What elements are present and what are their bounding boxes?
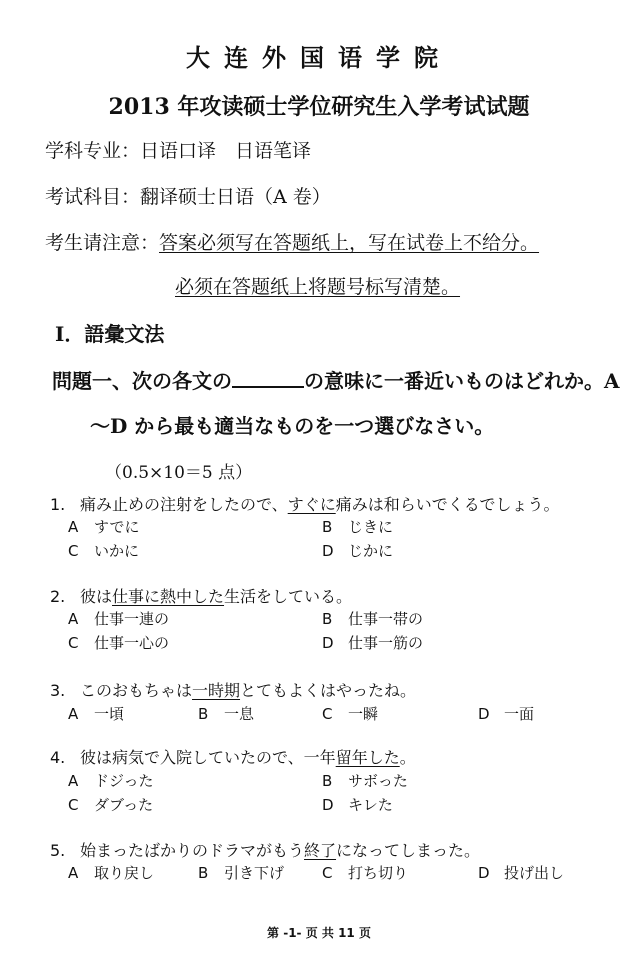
- question-target: 終了: [304, 841, 337, 860]
- option-key: B: [198, 705, 209, 723]
- major-line: [45, 136, 311, 163]
- option-1a: [68, 516, 139, 537]
- question-target: 仕事に熱中した: [112, 587, 225, 606]
- option-text: 仕事一連の: [94, 610, 170, 628]
- option-3a: [68, 703, 124, 724]
- option-text: ダブった: [94, 796, 154, 814]
- exam-title: 2013 年攻读硕士学位研究生入学考试试题: [108, 94, 530, 120]
- option-key: B: [322, 772, 333, 790]
- option-text: 仕事一心の: [94, 634, 170, 652]
- question-target: 一時期: [192, 681, 241, 700]
- option-key: D: [322, 796, 334, 814]
- option-text: ドジった: [94, 772, 154, 790]
- option-4c: [68, 794, 153, 815]
- question-4: [50, 745, 416, 768]
- option-key: D: [478, 864, 490, 882]
- question-text-pre: 痛み止めの注射をしたので、: [80, 495, 288, 514]
- option-text: キレた: [348, 796, 393, 814]
- option-key: C: [322, 705, 333, 723]
- option-1c: [68, 540, 139, 561]
- question-3: [50, 678, 416, 701]
- option-text: 一息: [224, 705, 255, 723]
- option-text: 投げ出し: [504, 864, 565, 882]
- instruction-blank: [232, 368, 304, 388]
- option-4b: [322, 770, 408, 791]
- instruction-pre: 問題一、次の各文の: [52, 369, 232, 393]
- option-key: D: [322, 634, 334, 652]
- page-footer: 第 -1- 页 共 11 页: [267, 926, 371, 940]
- option-key: D: [322, 542, 334, 560]
- question-text-post: 。: [399, 748, 416, 767]
- option-key: A: [68, 705, 79, 723]
- option-text: 仕事一筋の: [348, 634, 424, 652]
- option-key: A: [68, 518, 79, 536]
- notice-text-1: 答案必须写在答题纸上，写在试卷上不给分。: [159, 232, 540, 254]
- option-text: 一頃: [94, 705, 125, 723]
- problem-instruction-line-1: [52, 365, 620, 394]
- option-1d: [322, 540, 393, 561]
- option-key: B: [322, 610, 333, 628]
- question-1: [50, 492, 560, 515]
- option-5c: [322, 862, 408, 883]
- question-text-post: 痛みは和らいでくるでしょう。: [335, 495, 560, 514]
- problem-instruction-line-2: ～D から最も適当なものを一つ選びなさい。: [90, 414, 495, 438]
- notice-label: 考生请注意：: [45, 232, 160, 254]
- option-2b: [322, 608, 423, 629]
- option-text: 一瞬: [348, 705, 379, 723]
- option-1b: [322, 516, 393, 537]
- notice-line: [45, 228, 539, 255]
- question-target: すぐに: [287, 495, 336, 514]
- option-text: 仕事一帯の: [348, 610, 424, 628]
- option-4d: [322, 794, 393, 815]
- option-text: 取り戻し: [94, 864, 155, 882]
- option-key: C: [68, 542, 79, 560]
- question-2: [50, 584, 352, 607]
- option-key: D: [478, 705, 490, 723]
- option-key: C: [68, 796, 79, 814]
- option-5d: [478, 862, 564, 883]
- question-5: [50, 838, 480, 861]
- question-text-pre: 彼は: [80, 587, 113, 606]
- question-text-post: になってしまった。: [336, 841, 481, 860]
- option-3d: [478, 703, 534, 724]
- instruction-post: の意味に一番近いものはどれか。A: [304, 369, 620, 393]
- question-number: 4.: [50, 748, 66, 767]
- option-2c: [68, 632, 169, 653]
- question-text-post: とてもよくはやったね。: [240, 681, 417, 700]
- question-text-pre: 彼は病気で入院していたので、一年: [80, 748, 336, 767]
- option-5a: [68, 862, 154, 883]
- school-name: 大连外国语学院: [186, 43, 452, 72]
- major-value: 日语口译 日语笔译: [140, 140, 312, 162]
- question-target: 留年した: [335, 748, 400, 767]
- subject-line: [45, 182, 331, 209]
- option-4a: [68, 770, 154, 791]
- option-key: A: [68, 864, 79, 882]
- option-text: すでに: [94, 518, 140, 536]
- question-number: 1.: [50, 495, 66, 514]
- question-number: 2.: [50, 587, 66, 606]
- option-text: じかに: [348, 542, 394, 560]
- subject-value: 翻译硕士日语（A 卷）: [140, 186, 331, 208]
- question-number: 3.: [50, 681, 66, 700]
- option-key: B: [322, 518, 333, 536]
- question-text-pre: 始まったばかりのドラマがもう: [80, 841, 305, 860]
- option-text: じきに: [348, 518, 394, 536]
- option-key: A: [68, 772, 79, 790]
- option-2d: [322, 632, 423, 653]
- question-text-post: 生活をしている。: [224, 587, 353, 606]
- major-label: 学科专业：: [45, 140, 141, 162]
- option-text: 打ち切り: [348, 864, 409, 882]
- option-key: C: [68, 634, 79, 652]
- option-text: 引き下げ: [224, 864, 285, 882]
- section-heading: Ⅰ．語彙文法: [55, 322, 165, 346]
- notice-text-2: 必须在答题纸上将题号标写清楚。: [175, 276, 461, 298]
- option-key: B: [198, 864, 209, 882]
- score-note: （0.5×10＝5 点）: [105, 463, 253, 483]
- option-key: C: [322, 864, 333, 882]
- option-text: 一面: [504, 705, 535, 723]
- subject-label: 考试科目：: [45, 186, 141, 208]
- option-2a: [68, 608, 169, 629]
- option-text: サボった: [348, 772, 408, 790]
- question-number: 5.: [50, 841, 66, 860]
- option-3c: [322, 703, 378, 724]
- option-3b: [198, 703, 254, 724]
- option-key: A: [68, 610, 79, 628]
- question-text-pre: このおもちゃは: [80, 681, 193, 700]
- option-5b: [198, 862, 284, 883]
- option-text: いかに: [94, 542, 140, 560]
